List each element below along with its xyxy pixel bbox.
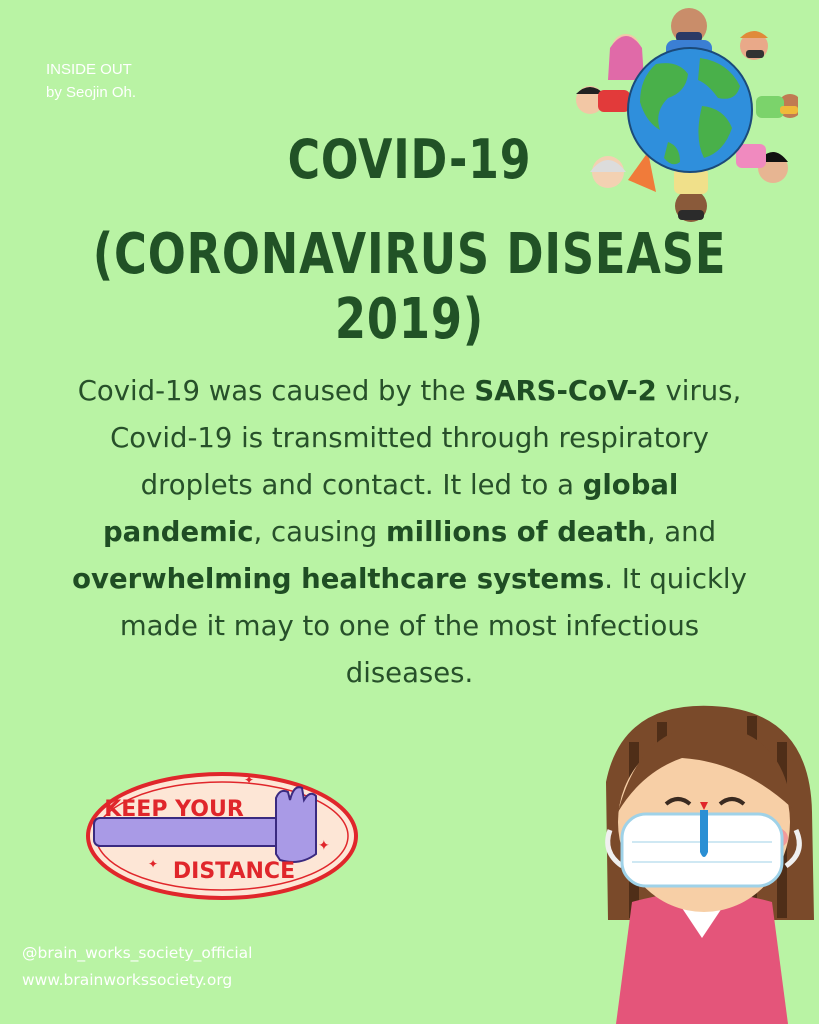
credit-line-2: by Seojin Oh. (46, 84, 137, 101)
sticker-line-2: DISTANCE (172, 859, 296, 884)
social-handle: @brain_works_society_official (22, 944, 253, 962)
text-segment: . It quickly made it may to one of the most infectious diseases. (119, 563, 747, 689)
website-url: www.brainworkssociety.org (22, 971, 233, 989)
text-segment: virus, Covid-19 is transmitted through respiratory droplets and contact. It led to a (110, 375, 742, 501)
bold-segment: overwhelming healthcare systems (72, 563, 605, 595)
footer (22, 940, 252, 994)
bold-segment: millions of death (385, 516, 647, 548)
credit-line-1: INSIDE OUT (46, 61, 132, 78)
sick-girl-mask-icon (582, 702, 819, 1024)
text-segment: Covid-19 was caused by the (77, 375, 475, 407)
svg-text:✦: ✦ (244, 773, 255, 787)
text-segment: , causing (253, 516, 386, 548)
page-subtitle: (CORONAVIRUS DISEASE 2019) (92, 222, 727, 352)
bold-segment: global pandemic (102, 469, 679, 548)
bold-segment: SARS-CoV-2 (474, 375, 657, 407)
description-paragraph (62, 368, 757, 697)
page-title: COVID-19 (287, 128, 532, 191)
text-segment: , and (646, 516, 717, 548)
sticker-line-1: KEEP YOUR (104, 797, 244, 822)
keep-distance-hand-icon (84, 770, 360, 902)
author-credit (46, 58, 136, 104)
svg-text:✦: ✦ (318, 838, 330, 854)
svg-text:✦: ✦ (148, 857, 159, 871)
